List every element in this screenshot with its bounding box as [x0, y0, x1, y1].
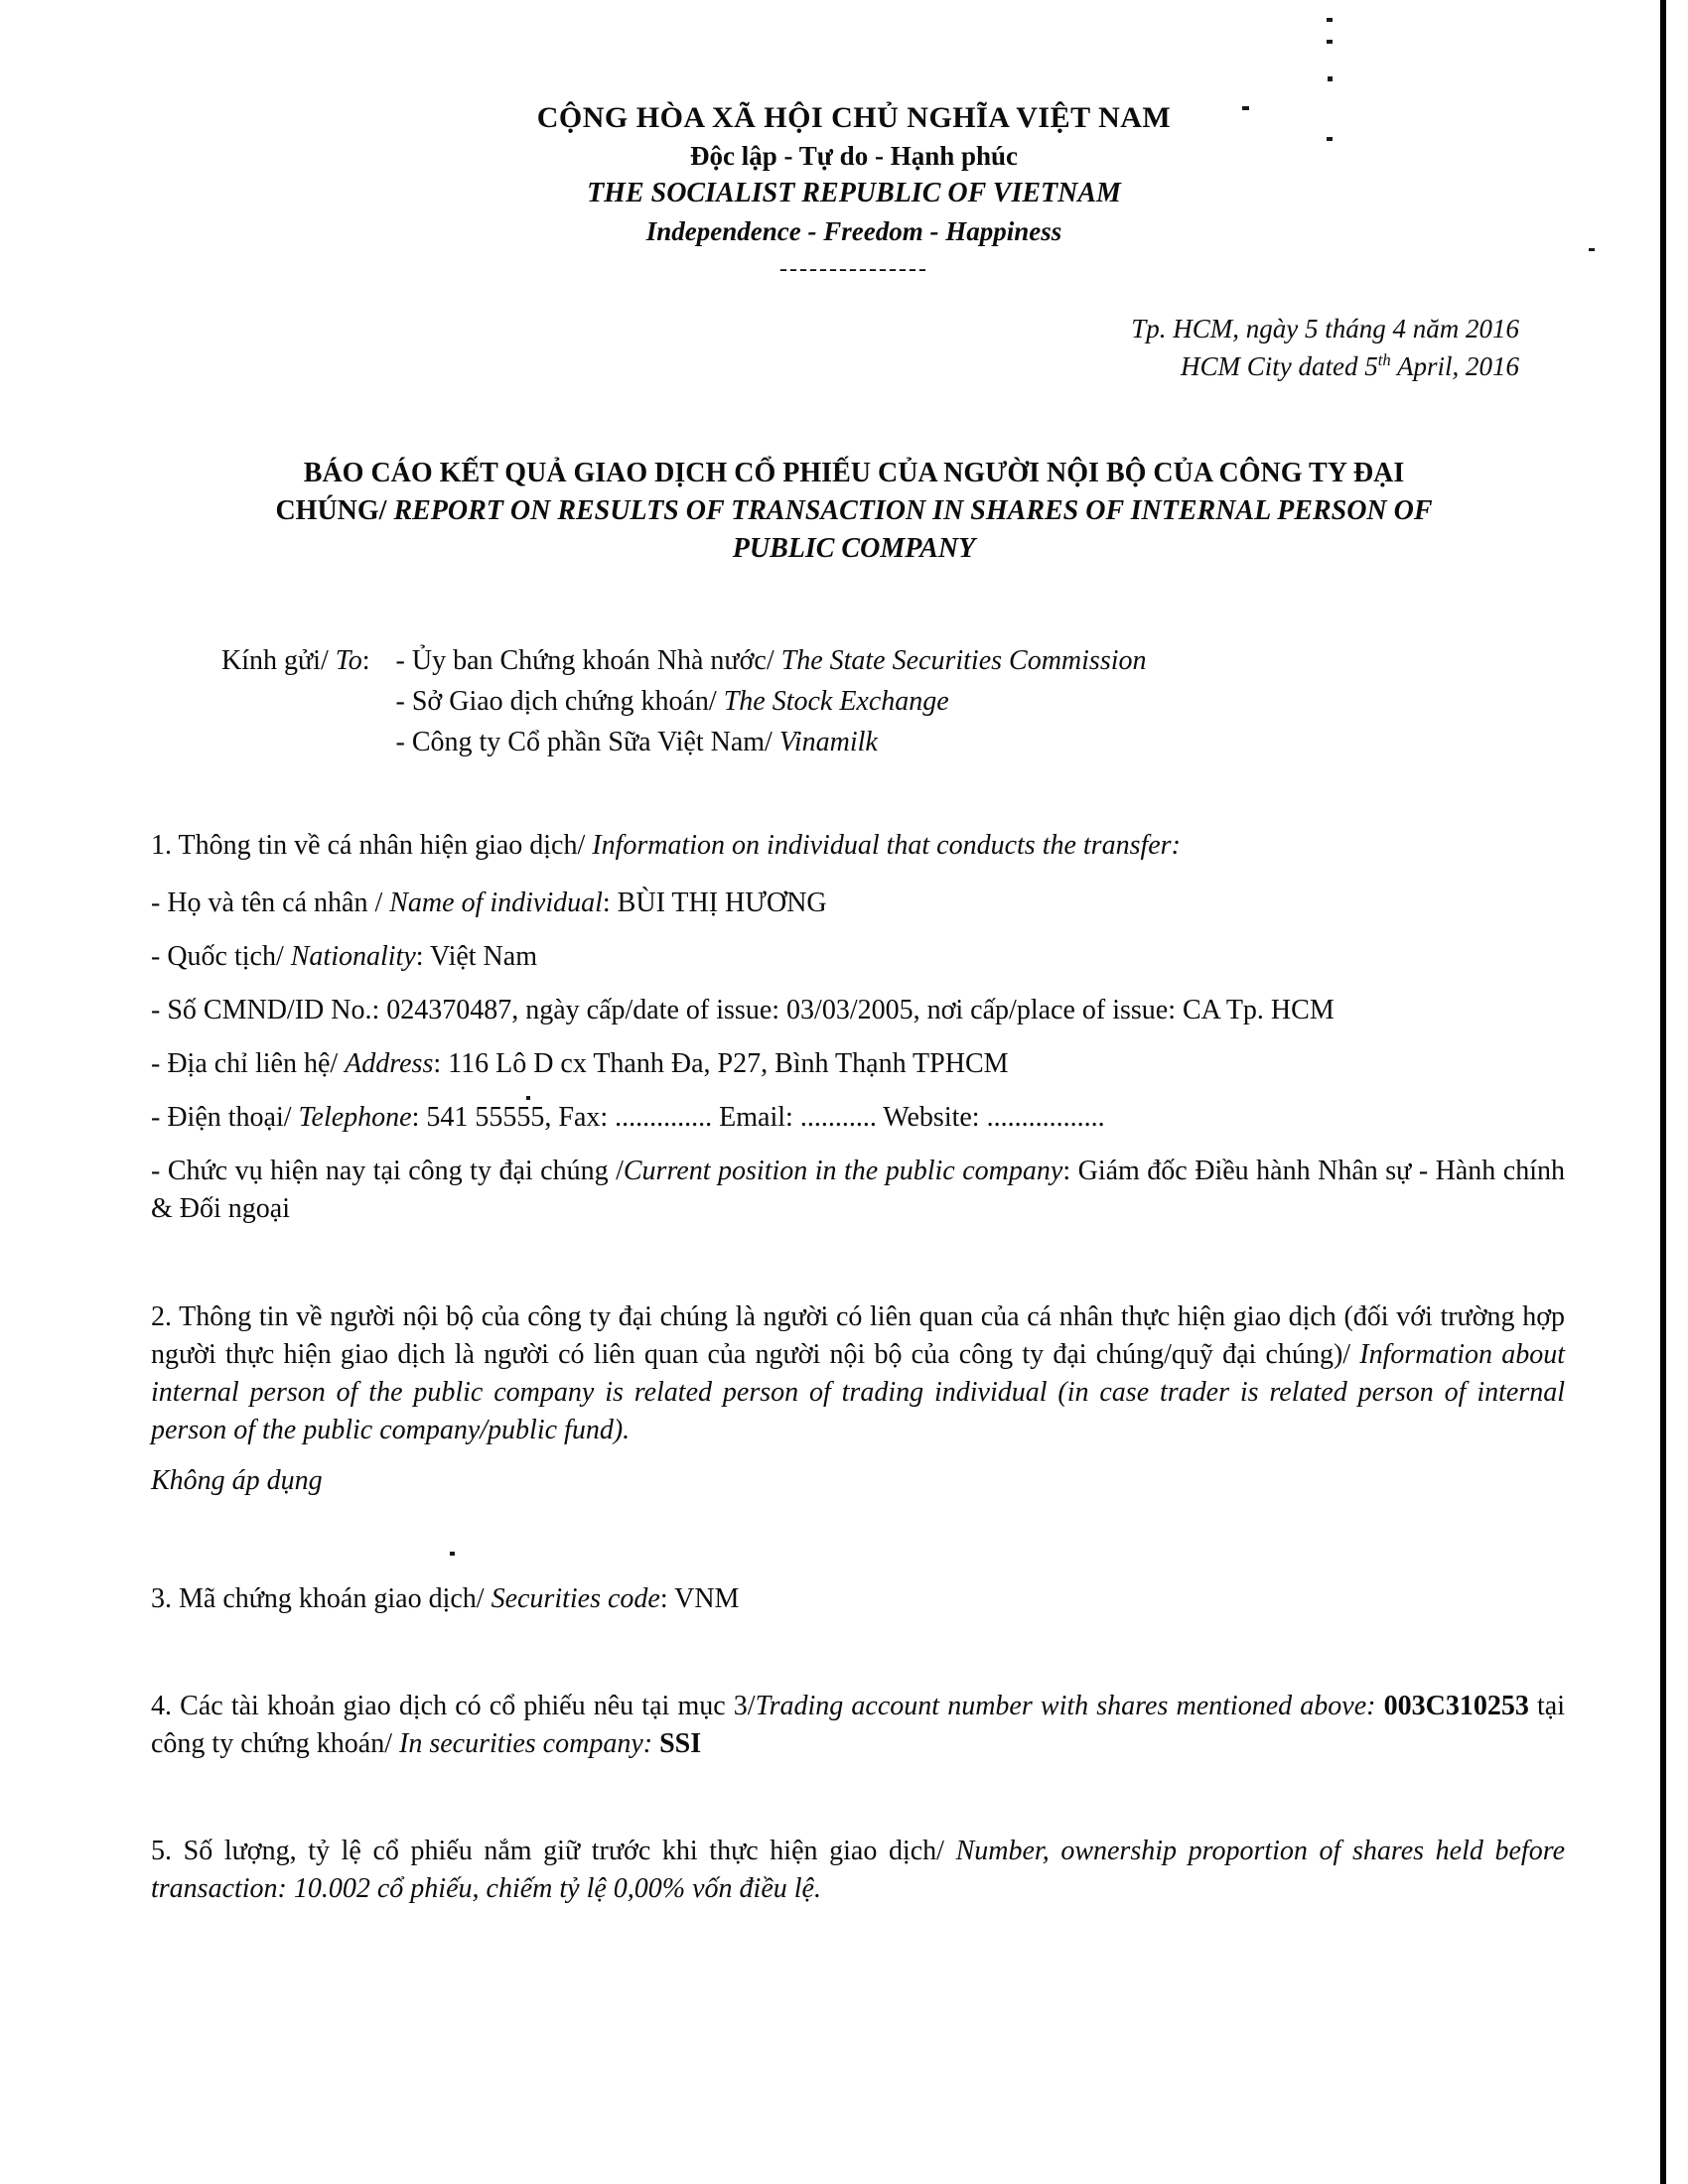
field-telephone: - Điện thoại/ Telephone: 541 55555, Fax: .............. Email: ........... Website: ................. — [151, 1102, 1105, 1133]
recipient-item: - Sở Giao dịch chứng khoán/ The Stock Exchange — [395, 686, 949, 717]
field-address: - Địa chỉ liên hệ/ Address: 116 Lô D cx Thanh Đa, P27, Bình Thạnh TPHCM — [151, 1048, 1009, 1079]
recipients-label: Kính gửi/ To: — [221, 645, 370, 676]
header-motto-vn: Độc lập - Tự do - Hạnh phúc — [689, 141, 1019, 171]
account-number: 003C310253 — [1383, 1691, 1529, 1721]
recipient-item: - Ủy ban Chứng khoán Nhà nước/ The State Securities Commission — [395, 645, 1147, 676]
section-3-securities-code — [151, 1580, 1565, 1618]
header-motto-en: Independence - Freedom - Happiness — [645, 216, 1062, 246]
scan-speck — [1327, 18, 1333, 22]
section-1-individual-info — [151, 827, 1565, 1244]
section-3-line: 3. Mã chứng khoán giao dịch/ Securities code: VNM — [151, 1583, 740, 1614]
national-header — [149, 99, 1559, 282]
section-5-shares-held — [151, 1833, 1565, 1908]
scan-speck — [1589, 248, 1595, 251]
scan-speck — [1327, 137, 1333, 141]
scan-speck — [1242, 106, 1249, 110]
dateline-ordinal-suffix: th — [1377, 350, 1391, 369]
header-country-vn: CỘNG HÒA XÃ HỘI CHỦ NGHĨA VIỆT NAM — [536, 101, 1172, 134]
header-country-en: THE SOCIALIST REPUBLIC OF VIETNAM — [587, 178, 1121, 208]
recipients-list — [396, 640, 1147, 762]
recipients-block — [221, 640, 1147, 762]
dateline-en: HCM City dated 5th April, 2016 — [1180, 350, 1519, 381]
report-title-line2: CHÚNG/ REPORT ON RESULTS OF TRANSACTION IN SHARES OF INTERNAL PERSON OF — [275, 495, 1433, 526]
field-nationality: - Quốc tịch/ Nationality: Việt Nam — [151, 941, 537, 972]
scan-speck — [1328, 76, 1333, 81]
scan-speck — [450, 1552, 455, 1556]
section-4-line: 4. Các tài khoản giao dịch có cổ phiếu nêu tại mục 3/Trading account number with shares mentioned above: 003C310253 tại công ty chứng khoán/ In securities company: SSI — [151, 1691, 1565, 1759]
section-5-line: 5. Số lượng, tỷ lệ cổ phiếu nắm giữ trước khi thực hiện giao dịch/ Number, ownership proportion of shares held before transaction: 10.002 cổ phiếu, chiếm tỷ lệ 0,00% vốn điều lệ. — [151, 1836, 1565, 1904]
dateline-vn: Tp. HCM, ngày 5 tháng 4 năm 2016 — [1131, 314, 1519, 343]
report-title-line1: BÁO CÁO KẾT QUẢ GIAO DỊCH CỔ PHIẾU CỦA NGƯỜI NỘI BỘ CỦA CÔNG TY ĐẠI — [303, 458, 1405, 488]
field-current-position: - Chức vụ hiện nay tại công ty đại chúng /Current position in the public company: Giám đốc Điều hành Nhân sự - Hành chính & Đối ngoại — [151, 1156, 1565, 1224]
section-2-heading: 2. Thông tin về người nội bộ của công ty đại chúng là người có liên quan của cá nhân thực hiện giao dịch (đối với trường hợp người thực hiện giao dịch là người có liên quan của người nội bộ của công ty đại chúng/quỹ đại chúng)/ Information about internal person of the public company is related person of trading individual (in case trader is related person of internal person of the public company/public fund). — [151, 1301, 1566, 1445]
scan-speck — [526, 1096, 530, 1100]
securities-company: SSI — [659, 1728, 702, 1759]
page-edge-scan-bar — [1660, 0, 1666, 2184]
field-id-number: - Số CMND/ID No.: 024370487, ngày cấp/date of issue: 03/03/2005, nơi cấp/place of issue: CA Tp. HCM — [151, 995, 1335, 1025]
dateline — [1131, 310, 1519, 385]
section-2-not-applicable: Không áp dụng — [151, 1465, 323, 1496]
report-title — [149, 455, 1559, 568]
report-title-line3: PUBLIC COMPANY — [732, 533, 976, 564]
scan-speck — [1327, 40, 1333, 44]
recipient-item: - Công ty Cổ phần Sữa Việt Nam/ Vinamilk — [395, 727, 878, 757]
field-name: - Họ và tên cá nhân / Name of individual: BÙI THỊ HƯƠNG — [151, 887, 827, 918]
section-4-trading-account — [151, 1688, 1565, 1763]
section-2-internal-person-info — [151, 1298, 1565, 1500]
section-1-heading: 1. Thông tin về cá nhân hiện giao dịch/ Information on individual that conducts the transfer: — [151, 830, 1181, 861]
header-divider: --------------- — [779, 256, 928, 282]
